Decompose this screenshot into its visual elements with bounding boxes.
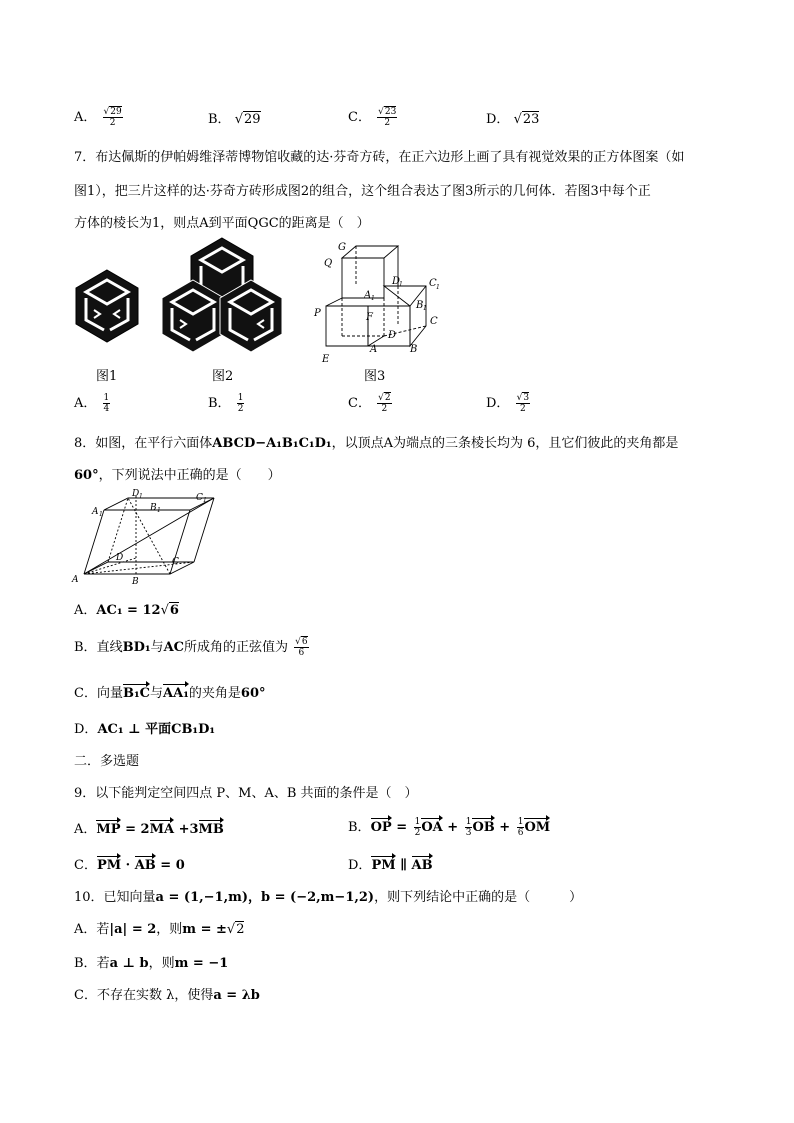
vector: MB [198, 822, 224, 837]
text: 8．如图，在平行六面体 [74, 436, 213, 451]
numerator: 1 [465, 817, 472, 827]
q10-option-c [74, 984, 260, 1003]
denominator: 2 [109, 118, 116, 128]
text: 若 [96, 956, 110, 971]
vector: MA [149, 822, 175, 837]
numerator: 6 [301, 637, 308, 647]
numerator: 1 [103, 393, 110, 403]
text: = 2 [120, 822, 150, 837]
label-A1: A [92, 507, 99, 517]
math-expression: |a| = 2 [109, 922, 157, 937]
text: 若 [96, 922, 110, 937]
option-label: C． [348, 396, 371, 411]
label-D: D [116, 553, 124, 563]
vector: AB [411, 858, 433, 873]
vector: PM [371, 858, 396, 873]
fraction: $\frac{√23}{2}$ [378, 107, 397, 128]
math-expression: AC [163, 640, 184, 655]
denominator: 2 [414, 828, 421, 838]
radicand: 23 [522, 112, 540, 127]
text: 向量 [96, 686, 123, 701]
radicand: 6 [169, 603, 179, 618]
label-D1-sub: 1 [139, 493, 143, 500]
q8-parallelepiped-figure [70, 488, 220, 588]
denominator: 6 [298, 648, 305, 658]
q10-option-a: A．若|a| = 2，则m = ±√2 [74, 922, 245, 937]
label-B1: B [416, 300, 424, 311]
label-B1-sub: 1 [157, 507, 161, 514]
text: = [391, 820, 412, 835]
label-A: A [370, 344, 378, 355]
q7-stem-line3: 方体的棱长为1，则点A到平面QGC的距离是（ ） [74, 216, 370, 231]
math-expression: m = −1 [174, 956, 229, 971]
vector: OM [524, 820, 551, 835]
q9-stem: 9．以下能判定空间四点 P、M、A、B 共面的条件是（ ） [74, 786, 418, 801]
numerator: 29 [110, 107, 122, 117]
figure-2-caption: 图2 [212, 369, 234, 384]
label-C: C [172, 557, 179, 567]
q7-option-b [208, 392, 244, 414]
q6-option-b: B． √29 [208, 112, 261, 127]
figure-1-cube-tile [74, 268, 140, 344]
text: 的夹角是 [188, 686, 241, 701]
text: 直线 [96, 640, 123, 655]
math-expression: AC₁ = 12 [96, 603, 161, 618]
text: · [121, 858, 135, 873]
vector: OB [472, 820, 495, 835]
q10-option-b [74, 952, 228, 971]
math-expression: 60° [74, 468, 99, 483]
q7-option-c: C． $\frac{√2}{2}$ [348, 393, 391, 414]
numerator: 3 [523, 393, 530, 403]
label-A1: A [364, 290, 372, 301]
option-label: B． [208, 396, 231, 411]
label-A1-sub: 1 [371, 295, 375, 302]
text: 与 [150, 686, 164, 701]
option-label: A． [74, 396, 97, 411]
numerator: 1 [517, 817, 524, 827]
numerator: 2 [384, 393, 391, 403]
label-C: C [430, 316, 438, 327]
q7-stem-line1: 7．布达佩斯的伊帕姆维泽蒂博物馆收藏的达·芬奇方砖，在正六边形上画了具有视觉效果的正方体图案（如 [74, 150, 685, 165]
label-B: B [132, 577, 139, 587]
q6-option-a [74, 106, 123, 128]
math-expression: a ⊥ b [109, 956, 149, 971]
vector: B₁C [122, 686, 150, 701]
option-label: A． [74, 603, 97, 618]
vector: MP [96, 822, 121, 837]
text: ，以顶点A为端点的三条棱长均为 6，且它们彼此的夹角都是 [331, 436, 679, 451]
label-C1: C [429, 278, 437, 289]
denominator: 2 [519, 404, 526, 414]
option-label: C． [74, 988, 97, 1003]
section-heading: 二．多选题 [74, 754, 140, 769]
math-expression: BD₁ [122, 640, 151, 655]
radicand: 2 [236, 922, 245, 937]
label-Q: Q [324, 258, 333, 269]
figure-2-three-tiles [160, 236, 284, 354]
option-label: B． [348, 820, 371, 835]
math-expression: a = λb [213, 988, 260, 1003]
label-C1-sub: 1 [436, 284, 440, 291]
q9-option-d [348, 854, 433, 873]
option-label: D． [74, 722, 98, 737]
denominator: 2 [237, 404, 244, 414]
option-label: D． [486, 112, 510, 127]
q8-option-a: A．AC₁ = 12√6 [74, 603, 179, 618]
q9-option-c [74, 854, 185, 873]
text: = 0 [155, 858, 185, 873]
vector: OA [421, 820, 443, 835]
label-B: B [410, 344, 418, 355]
label-C1-sub: 1 [203, 497, 207, 504]
text: 10．已知向量 [74, 890, 156, 905]
text: + [494, 820, 515, 835]
label-D1-sub: 1 [399, 281, 403, 288]
label-D1: D [132, 489, 140, 499]
option-label: A． [74, 922, 97, 937]
q8-option-b: B．直线BD₁与AC所成角的正弦值为 $\frac{√6}{6}$ [74, 637, 308, 658]
option-label: B． [74, 640, 97, 655]
math-expression: 60° [240, 686, 266, 701]
option-label: C． [74, 858, 97, 873]
vector: AA₁ [163, 686, 189, 701]
numerator: 1 [237, 393, 244, 403]
figure-3-cube-solid [312, 238, 452, 366]
text: + [442, 820, 463, 835]
label-P: P [314, 308, 321, 319]
text: ，则 [148, 956, 175, 971]
option-label: B． [74, 956, 97, 971]
math-expression: a = (1,−1,m)， [155, 890, 262, 905]
label-E: E [322, 354, 330, 365]
text: ，下列说法中正确的是（ ） [98, 468, 281, 483]
q8-stem-line1 [74, 432, 678, 451]
q8-option-c [74, 682, 266, 701]
denominator: 3 [465, 828, 472, 838]
q8-stem-line2 [74, 464, 281, 483]
q7-option-d: D． $\frac{√3}{2}$ [486, 393, 530, 414]
math-expression: AC₁ ⊥ 平面CB₁D₁ [97, 722, 216, 737]
label-G: G [338, 242, 346, 253]
radicand: 29 [244, 112, 261, 127]
figure-3-caption: 图3 [364, 369, 386, 384]
label-D: D [388, 330, 397, 341]
q6-option-c [348, 106, 397, 128]
denominator: 2 [381, 404, 388, 414]
text: 所成角的正弦值为 [184, 640, 289, 655]
q8-option-d [74, 718, 215, 737]
option-label: D． [486, 396, 510, 411]
text: ，则下列结论中正确的是（ ） [374, 890, 583, 905]
q9-option-a [74, 818, 224, 837]
label-B1-sub: 1 [423, 305, 427, 312]
figure-1-caption: 图1 [96, 369, 118, 384]
vector: PM [96, 858, 122, 873]
numerator: 23 [384, 107, 397, 117]
text: +3 [174, 822, 199, 837]
denominator: 6 [517, 828, 524, 838]
vector: OP [370, 820, 392, 835]
q7-option-a [74, 392, 110, 414]
q7-stem-line2: 图1），把三片这样的达·芬奇方砖形成图2的组合，这个组合表达了图3所示的几何体．若图3中每个正 [74, 184, 651, 199]
option-label: C． [74, 686, 97, 701]
fraction: $\frac{√29}{2}$ [103, 107, 122, 128]
text: 不存在实数 λ，使得 [96, 988, 214, 1003]
label-B1: B [150, 503, 157, 513]
math-expression: m = ± [182, 922, 227, 937]
text: ∥ [395, 858, 412, 873]
numerator: 1 [414, 817, 421, 827]
option-label: A． [74, 110, 97, 125]
denominator: 2 [384, 118, 391, 128]
option-label: D． [348, 858, 372, 873]
q9-option-b [348, 816, 550, 838]
math-expression: ABCD−A₁B₁C₁D₁ [212, 436, 332, 451]
q10-stem [74, 886, 582, 905]
denominator: 4 [103, 404, 110, 414]
label-D1: D [392, 276, 401, 287]
math-expression: b = (−2,m−1,2) [261, 890, 375, 905]
option-label: C． [348, 110, 371, 125]
option-label: A． [74, 822, 97, 837]
text: 与 [150, 640, 164, 655]
label-A1-sub: 1 [99, 511, 103, 518]
text: ，则 [156, 922, 183, 937]
label-F: F [366, 312, 373, 323]
label-A: A [72, 575, 79, 585]
vector: AB [134, 858, 156, 873]
label-C1: C [196, 493, 203, 503]
q6-option-d: D． √23 [486, 112, 540, 127]
option-label: B． [208, 112, 231, 127]
